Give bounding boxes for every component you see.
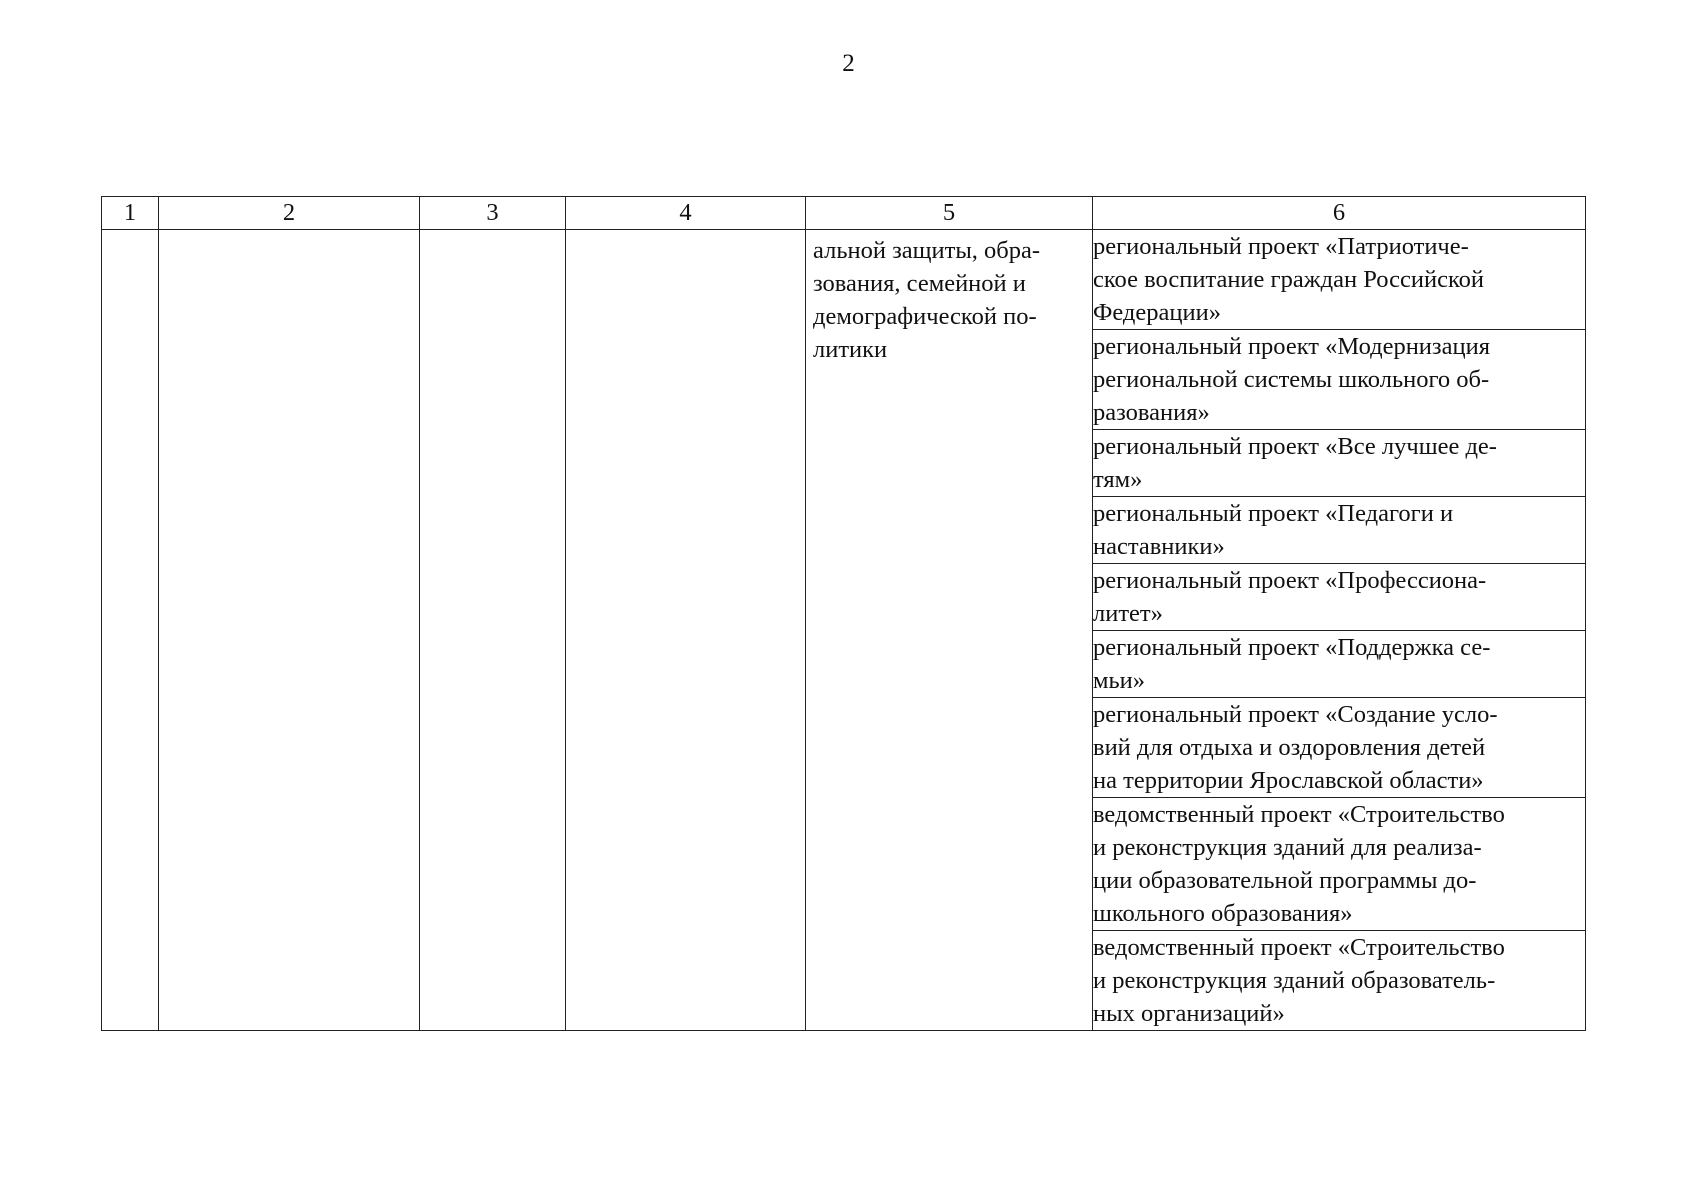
cell-col-3 [420, 230, 566, 1031]
project-item: ведомственный проект «Строительство и реконструкция зданий образователь- ных организаций» [1093, 931, 1586, 1031]
header-col-1: 1 [102, 197, 159, 230]
project-item: региональный проект «Педагоги и наставники» [1093, 497, 1586, 564]
project-item: региональный проект «Создание усло- вий для отдыха и оздоровления детей на территории Ярославской области» [1093, 698, 1586, 798]
header-col-6: 6 [1093, 197, 1586, 230]
header-col-4: 4 [566, 197, 806, 230]
table-header-row [102, 197, 1586, 230]
header-col-2: 2 [159, 197, 420, 230]
project-item: региональный проект «Модернизация региональной системы школьного об- разования» [1093, 330, 1586, 430]
project-item: региональный проект «Патриотиче- ское воспитание граждан Российской Федерации» [1093, 230, 1586, 330]
cell-col-5 [806, 230, 1093, 1031]
projects-table [101, 196, 1586, 1031]
responsible-text: альной защиты, обра- зования, семейной и демографической по- литики [813, 237, 1041, 363]
project-item: региональный проект «Все лучшее де- тям» [1093, 430, 1586, 497]
table-row [102, 230, 1586, 330]
header-col-3: 3 [420, 197, 566, 230]
header-col-5: 5 [806, 197, 1093, 230]
project-item: региональный проект «Профессиона- литет» [1093, 564, 1586, 631]
project-item: региональный проект «Поддержка се- мьи» [1093, 631, 1586, 698]
cell-col-2 [159, 230, 420, 1031]
cell-col-4 [566, 230, 806, 1031]
project-item: ведомственный проект «Строительство и реконструкция зданий для реализа- ции образовательной программы до- школьного образования» [1093, 798, 1586, 931]
page-number: 2 [842, 50, 855, 77]
cell-col-1 [102, 230, 159, 1031]
